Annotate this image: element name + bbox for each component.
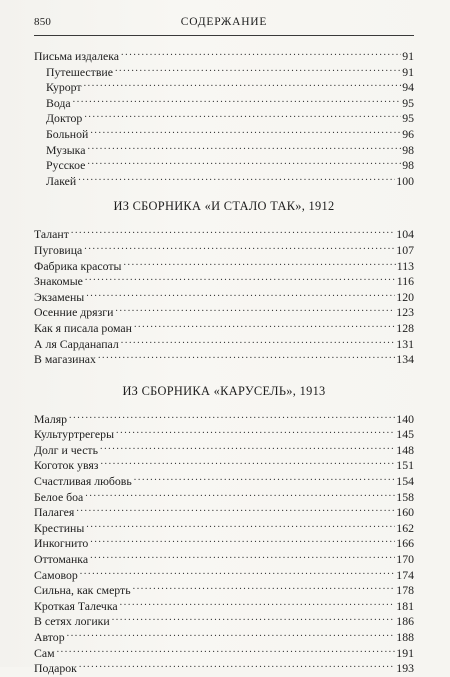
- entry-title: В магазинах: [34, 352, 96, 367]
- entry-title: А ля Сарданапал: [34, 336, 119, 351]
- entry-title: Оттоманка: [34, 552, 89, 567]
- entry-title: Письма издалека: [34, 49, 120, 63]
- dot-leader: [84, 239, 395, 254]
- entry-page-number: 123: [396, 305, 414, 320]
- section-heading: ИЗ СБОРНИКА «И СТАЛО ТАК», 1912: [113, 199, 335, 214]
- entry-title: Культуртрегеры: [34, 427, 114, 442]
- dot-leader: [115, 61, 401, 76]
- dot-leader: [79, 657, 395, 672]
- toc-entry: [34, 139, 414, 155]
- entry-page-number: 178: [396, 583, 414, 598]
- entry-title: Инкогнито: [34, 536, 89, 551]
- dot-leader: [85, 486, 395, 501]
- entry-title: Маляр: [34, 411, 68, 426]
- entry-page-number: 107: [396, 242, 414, 257]
- entry-page-number: 95: [402, 95, 414, 110]
- entry-page-number: 113: [396, 258, 414, 273]
- dot-leader: [84, 107, 401, 122]
- dot-leader: [123, 255, 395, 270]
- entry-page-number: 91: [402, 64, 414, 79]
- dot-leader: [116, 423, 395, 438]
- toc-entry: [34, 642, 414, 658]
- dot-leader: [57, 642, 396, 657]
- entry-title: Лакей: [46, 173, 77, 188]
- dot-leader: [78, 170, 395, 185]
- dot-leader: [121, 45, 401, 60]
- entry-title: Путешествие: [46, 64, 113, 79]
- toc-entry: [34, 107, 414, 126]
- toc-entry: [34, 423, 414, 442]
- toc-entry: [34, 564, 414, 580]
- entry-page-number: 148: [396, 442, 414, 457]
- dot-leader: [90, 532, 395, 547]
- entry-title: Счастливая любовь: [34, 474, 132, 489]
- dot-leader: [71, 223, 395, 238]
- entry-title: Русское: [46, 158, 86, 173]
- entry-title: Осенние дрязги: [34, 305, 114, 320]
- running-title: СОДЕРЖАНИЕ: [180, 16, 268, 28]
- dot-leader: [90, 123, 401, 138]
- dot-leader: [76, 501, 395, 516]
- entry-title: Знакомые: [34, 274, 83, 289]
- table-of-contents: [34, 45, 414, 676]
- toc-entry: [34, 626, 414, 642]
- dot-leader: [86, 517, 395, 532]
- dot-leader: [86, 286, 395, 301]
- entry-title: Самовор: [34, 567, 78, 582]
- toc-entry: [34, 45, 414, 61]
- entry-title: Доктор: [46, 111, 83, 126]
- entry-page-number: 160: [396, 505, 414, 520]
- dot-leader: [121, 333, 396, 348]
- dot-leader: [87, 139, 401, 154]
- entry-title: Больной: [46, 126, 89, 141]
- entry-page-number: 128: [396, 320, 414, 335]
- entry-title: Крестины: [34, 520, 85, 535]
- toc-entry: [34, 501, 414, 520]
- toc-entry: [34, 657, 414, 676]
- page-number: 850: [34, 16, 52, 28]
- entry-page-number: 162: [396, 520, 414, 535]
- entry-page-number: 181: [396, 598, 414, 613]
- entry-title: Фабрика красоты: [34, 258, 122, 273]
- page-header: [34, 16, 414, 34]
- entry-page-number: 170: [396, 552, 414, 567]
- dot-leader: [69, 408, 395, 423]
- dot-leader: [134, 317, 395, 332]
- dot-leader: [100, 454, 395, 469]
- entry-page-number: 191: [396, 645, 414, 660]
- entry-title: Музыка: [46, 142, 86, 157]
- entry-page-number: 95: [402, 111, 414, 126]
- toc-entry: [34, 301, 414, 320]
- toc-entry: [34, 408, 414, 424]
- entry-page-number: 94: [402, 80, 414, 95]
- entry-title: Курорт: [46, 80, 82, 95]
- entry-page-number: 140: [396, 411, 414, 426]
- entry-title: Пуговица: [34, 242, 83, 257]
- entry-page-number: 96: [402, 126, 414, 141]
- entry-title: Талант: [34, 227, 69, 242]
- entry-title: Долг и честь: [34, 442, 98, 457]
- entry-title: Палагея: [34, 505, 75, 520]
- entry-title: Белое боа: [34, 489, 84, 504]
- toc-section-karusel: [34, 408, 414, 676]
- toc-entry: [34, 286, 414, 302]
- dot-leader: [115, 301, 395, 316]
- toc-entry: [34, 123, 414, 139]
- entry-title: В сетях логики: [34, 614, 110, 629]
- toc-entry: [34, 92, 414, 108]
- entry-page-number: 98: [402, 142, 414, 157]
- toc-entry: [34, 270, 414, 289]
- toc-group-letters: [34, 45, 414, 188]
- entry-page-number: 120: [396, 289, 414, 304]
- dot-leader: [98, 348, 395, 363]
- entry-title: Сам: [34, 645, 55, 660]
- entry-page-number: 166: [396, 536, 414, 551]
- entry-title: Коготок увяз: [34, 458, 99, 473]
- entry-page-number: 134: [396, 352, 414, 367]
- toc-entry: [34, 548, 414, 567]
- toc-entry: [34, 517, 414, 533]
- toc-entry: [34, 532, 414, 551]
- dot-leader: [67, 626, 396, 641]
- toc-entry: [34, 579, 414, 598]
- toc-entry: [34, 223, 414, 242]
- entry-title: Сильна, как смерть: [34, 583, 131, 598]
- dot-leader: [90, 548, 395, 563]
- dot-leader: [84, 76, 402, 91]
- entry-title: Как я писала роман: [34, 320, 132, 335]
- entry-page-number: 174: [396, 567, 414, 582]
- entry-page-number: 91: [402, 49, 414, 63]
- dot-leader: [112, 610, 396, 625]
- dot-leader: [87, 154, 401, 169]
- header-rule: [34, 35, 414, 36]
- entry-page-number: 131: [396, 336, 414, 351]
- toc-entry: [34, 154, 414, 173]
- entry-title: Экзамены: [34, 289, 85, 304]
- toc-entry: [34, 239, 414, 255]
- toc-entry: [34, 486, 414, 502]
- entry-page-number: 116: [396, 274, 414, 289]
- entry-page-number: 151: [396, 458, 414, 473]
- toc-entry: [34, 170, 414, 186]
- entry-page-number: 145: [396, 427, 414, 442]
- entry-page-number: 154: [396, 474, 414, 489]
- entry-page-number: 100: [396, 173, 414, 188]
- dot-leader: [120, 595, 396, 610]
- entry-page-number: 188: [396, 630, 414, 644]
- toc-entry: [34, 255, 414, 271]
- entry-title: Вода: [46, 95, 71, 110]
- dot-leader: [73, 92, 402, 107]
- dot-leader: [85, 270, 396, 285]
- entry-title: Автор: [34, 630, 65, 644]
- section-heading: ИЗ СБОРНИКА «КАРУСЕЛЬ», 1913: [122, 383, 326, 398]
- entry-page-number: 186: [396, 614, 414, 629]
- entry-title: Кроткая Талечка: [34, 598, 118, 613]
- entry-page-number: 158: [396, 489, 414, 504]
- entry-title: Подарок: [34, 661, 77, 676]
- toc-entry: [34, 76, 414, 95]
- toc-section-i-stalo-tak: [34, 223, 414, 367]
- entry-page-number: 104: [396, 227, 414, 242]
- dot-leader: [134, 470, 396, 485]
- dot-leader: [133, 579, 396, 594]
- entry-page-number: 193: [396, 661, 414, 676]
- dot-leader: [80, 564, 396, 579]
- entry-page-number: 98: [402, 158, 414, 173]
- dot-leader: [100, 439, 395, 454]
